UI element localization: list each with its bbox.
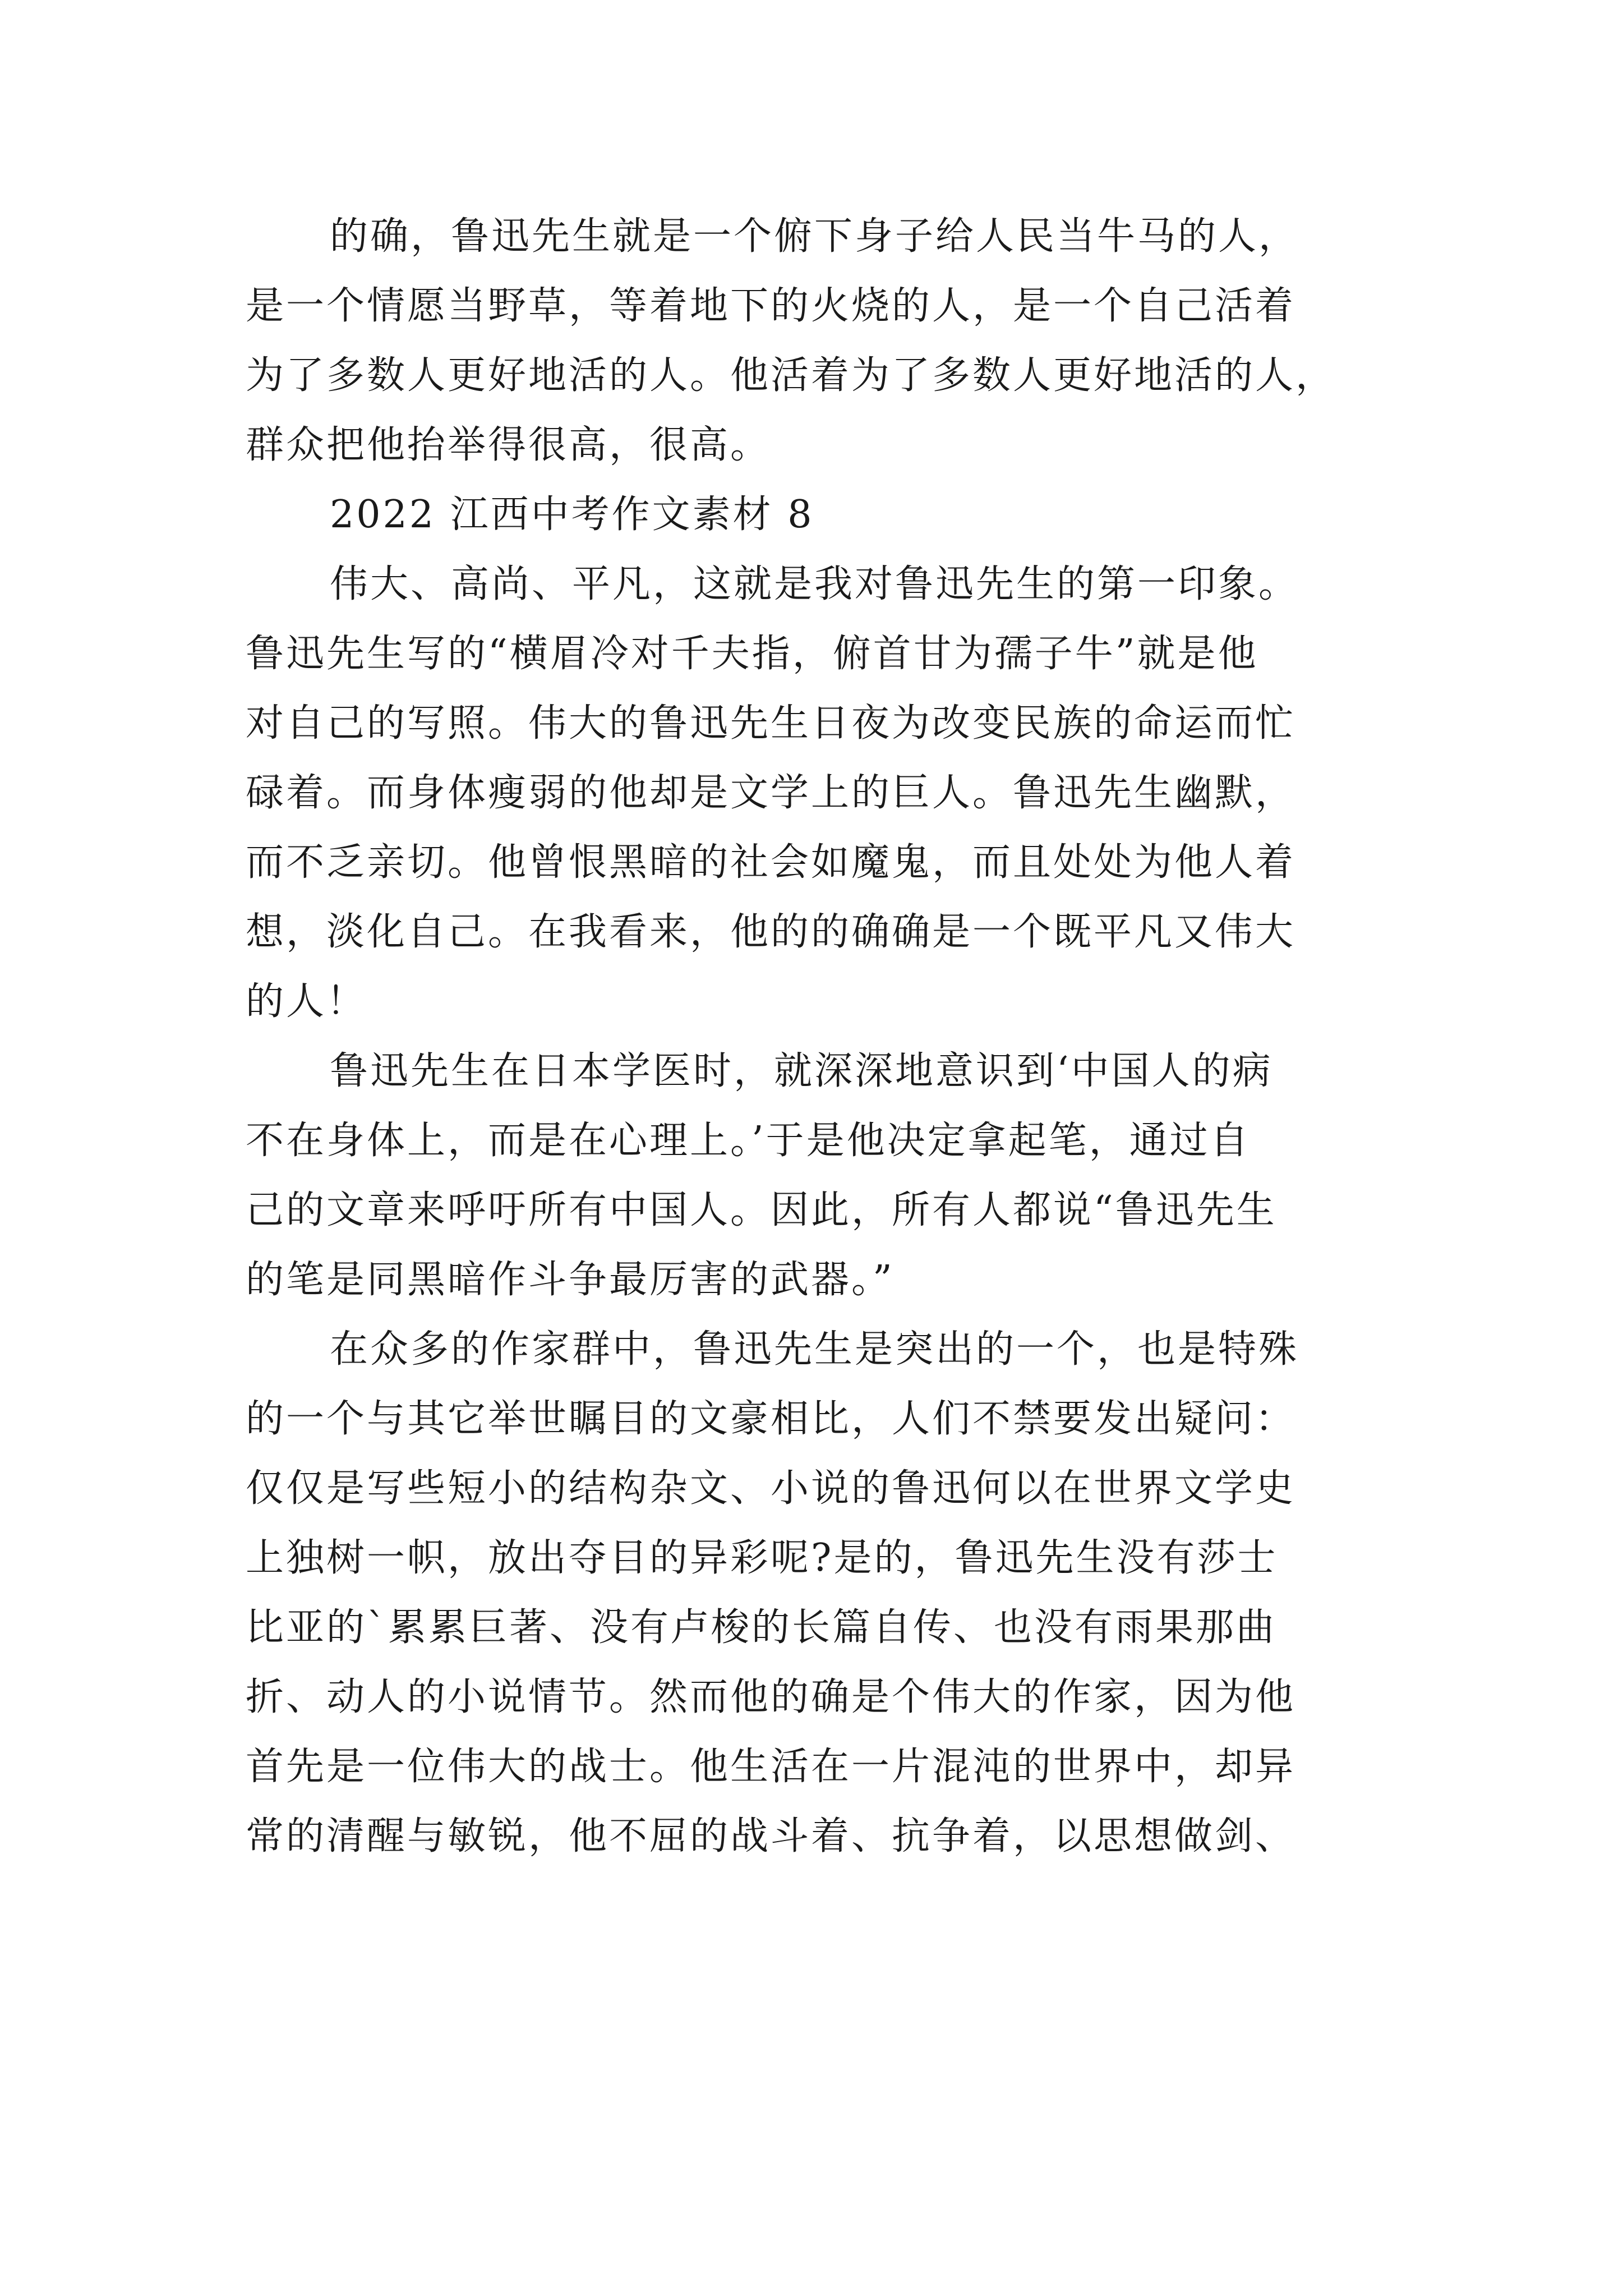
paragraph-line: 鲁迅先生在日本学医时，就深深地意识到‘中国人的病 — [330, 1049, 1273, 1093]
paragraph-line: 首先是一位伟大的战士。他生活在一片混沌的世界中，却异 — [246, 1745, 1296, 1789]
section-heading: 2022 江西中考作文素材 8 — [330, 493, 814, 537]
paragraph-line: 鲁迅先生写的“横眉冷对千夫指，俯首甘为孺子牛”就是他 — [246, 632, 1258, 676]
paragraph-line: 是一个情愿当野草，等着地下的火烧的人，是一个自己活着 — [246, 284, 1296, 328]
paragraph-line: 碌着。而身体瘦弱的他却是文学上的巨人。鲁迅先生幽默， — [246, 771, 1296, 815]
paragraph-line: 的人！ — [246, 979, 367, 1024]
paragraph-line: 常的清醒与敏锐，他不屈的战斗着、抗争着，以思想做剑、 — [246, 1814, 1296, 1858]
paragraph-line: 仅仅是写些短小的结构杂文、小说的鲁迅何以在世界文学史 — [246, 1466, 1296, 1511]
paragraph-line: 在众多的作家群中，鲁迅先生是突出的一个，也是特殊 — [330, 1327, 1299, 1372]
paragraph-line: 为了多数人更好地活的人。他活着为了多数人更好地活的人， — [246, 353, 1336, 398]
paragraph-line: 对自己的写照。伟大的鲁迅先生日夜为改变民族的命运而忙 — [246, 701, 1296, 746]
paragraph-line: 的确，鲁迅先生就是一个俯下身子给人民当牛马的人， — [330, 214, 1299, 259]
paragraph-line: 不在身体上，而是在心理上。’于是他决定拿起笔，通过自 — [246, 1119, 1251, 1163]
paragraph-line: 的一个与其它举世瞩目的文豪相比，人们不禁要发出疑问： — [246, 1397, 1296, 1441]
paragraph-line: 己的文章来呼吁所有中国人。因此，所有人都说“鲁迅先生 — [246, 1188, 1277, 1232]
paragraph-line: 伟大、高尚、平凡，这就是我对鲁迅先生的第一印象。 — [330, 562, 1299, 606]
paragraph-line: 比亚的`累累巨著、没有卢梭的长篇自传、也没有雨果那曲 — [246, 1605, 1277, 1650]
paragraph-line: 想，淡化自己。在我看来，他的的确确是一个既平凡又伟大 — [246, 910, 1296, 954]
paragraph-line: 上独树一帜，放出夺目的异彩呢?是的，鲁迅先生没有莎士 — [246, 1536, 1278, 1580]
document-body — [246, 202, 1423, 1871]
paragraph-line: 群众把他抬举得很高，很高。 — [246, 423, 771, 467]
paragraph-line: 折、动人的小说情节。然而他的确是个伟大的作家，因为他 — [246, 1675, 1296, 1719]
paragraph-line: 的笔是同黑暗作斗争最厉害的武器。” — [246, 1258, 895, 1302]
paragraph-line: 而不乏亲切。他曾恨黑暗的社会如魔鬼，而且处处为他人着 — [246, 840, 1296, 885]
